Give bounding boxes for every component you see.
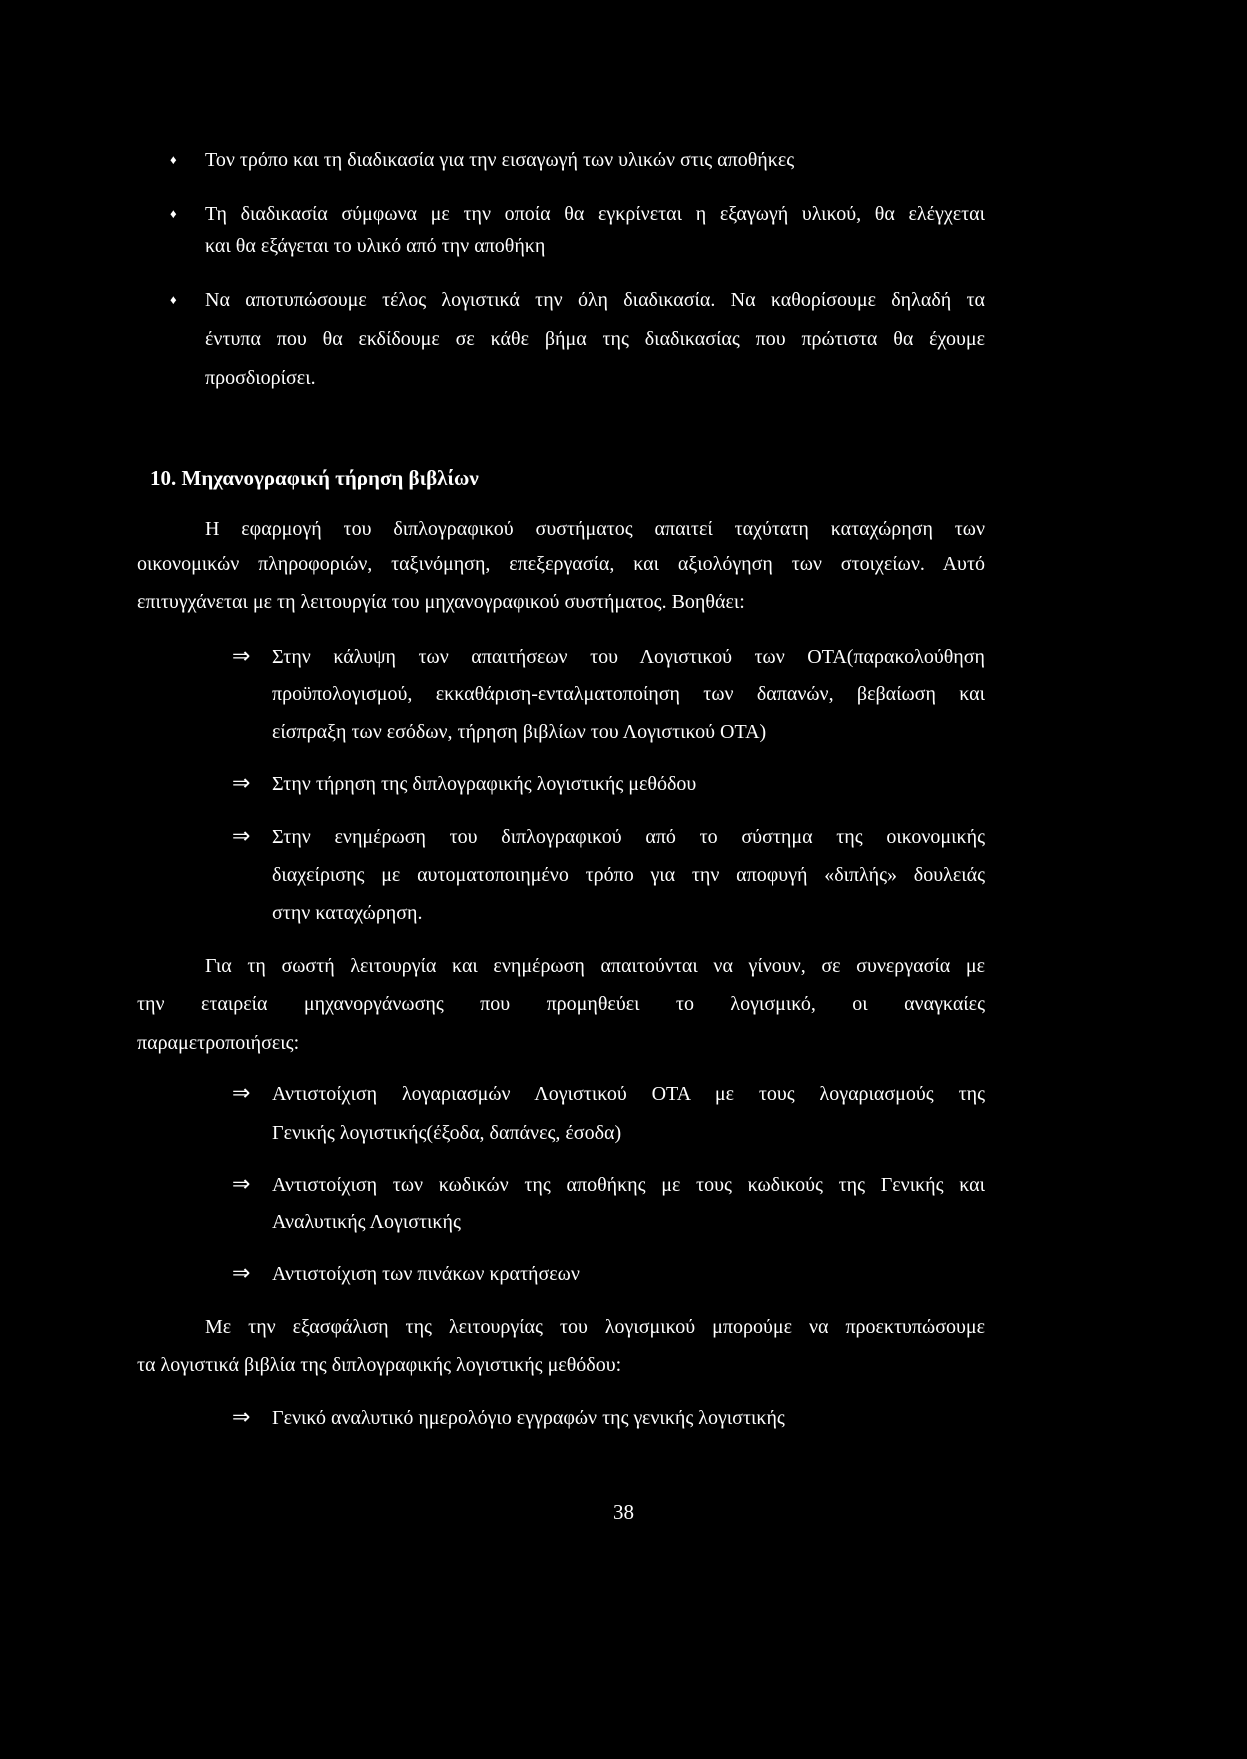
bullet-1-line-1: Τον τρόπο και τη διαδικασία για την εισαγωγή των υλικών στις αποθήκες	[205, 149, 795, 171]
arrow1-item-1-line-2: προϋπολογισμού, εκκαθάριση-ενταλματοποίηση των δαπανών, βεβαίωση και	[272, 683, 985, 705]
arrow-right-icon: ⇒	[232, 771, 251, 796]
para2-line-1: Για τη σωστή λειτουργία και ενημέρωση απαιτούνται να γίνουν, σε συνεργασία με	[205, 955, 985, 977]
arrow1-item-3-line-3: στην καταχώρηση.	[272, 902, 423, 924]
arrow-right-icon: ⇒	[232, 1405, 251, 1430]
arrow-right-icon: ⇒	[232, 824, 251, 849]
arrow1-item-2-line-1: Στην τήρηση της διπλογραφικής λογιστικής μεθόδου	[272, 773, 697, 795]
arrow2-item-2-line-1: Αντιστοίχιση των κωδικών της αποθήκης με τους κωδικούς της Γενικής και	[272, 1174, 985, 1196]
para3-line-2: τα λογιστικά βιβλία της διπλογραφικής λογιστικής μεθόδου:	[137, 1354, 622, 1376]
arrow-right-icon: ⇒	[232, 644, 251, 669]
section-number: 10.	[150, 466, 177, 490]
arrow-right-icon: ⇒	[232, 1261, 251, 1286]
arrow-right-icon: ⇒	[232, 1081, 251, 1106]
arrow2-item-1-line-2: Γενικής λογιστικής(έξοδα, δαπάνες, έσοδα)	[272, 1122, 622, 1144]
para1-line-3: επιτυγχάνεται με τη λειτουργία του μηχανογραφικού συστήματος. Βοηθάει:	[137, 591, 745, 613]
para1-line-1: Η εφαρμογή του διπλογραφικού συστήματος απαιτεί ταχύτατη καταχώρηση των	[205, 518, 985, 540]
bullet-diamond-icon: ♦	[170, 152, 177, 167]
arrow1-item-3-line-1: Στην ενημέρωση του διπλογραφικού από το σύστημα της οικονομικής	[272, 826, 985, 848]
section-title: Μηχανογραφική τήρηση βιβλίων	[181, 466, 479, 490]
bullet-3-line-3: προσδιορίσει.	[205, 367, 316, 389]
para2-line-3: παραμετροποιήσεις:	[137, 1032, 300, 1054]
bullet-3-line-1: Να αποτυπώσουμε τέλος λογιστικά την όλη διαδικασία. Να καθορίσουμε δηλαδή τα	[205, 289, 985, 311]
arrow2-item-1-line-1: Αντιστοίχιση λογαριασμών Λογιστικού ΟΤΑ με τους λογαριασμούς της	[272, 1083, 985, 1105]
page-number: 38	[613, 1500, 634, 1524]
bullet-diamond-icon: ♦	[170, 292, 177, 307]
bullet-3-line-2: έντυπα που θα εκδίδουμε σε κάθε βήμα της διαδικασίας που πρώτιστα θα έχουμε	[205, 328, 985, 350]
para1-line-2: οικονομικών πληροφοριών, ταξινόμηση, επεξεργασία, και αξιολόγηση των στοιχείων. Αυτό	[137, 553, 985, 575]
bullet-diamond-icon: ♦	[170, 206, 177, 221]
arrow1-item-1-line-3: είσπραξη των εσόδων, τήρηση βιβλίων του Λογιστικού ΟΤΑ)	[272, 721, 767, 743]
para3-line-1: Με την εξασφάλιση της λειτουργίας του λογισμικού μπορούμε να προεκτυπώσουμε	[205, 1316, 985, 1338]
bullet-2-line-1: Τη διαδικασία σύμφωνα με την οποία θα εγκρίνεται η εξαγωγή υλικού, θα ελέγχεται	[205, 203, 985, 225]
arrow3-item-1-line-1: Γενικό αναλυτικό ημερολόγιο εγγραφών της γενικής λογιστικής	[272, 1407, 785, 1429]
bullet-2-line-2: και θα εξάγεται το υλικό από την αποθήκη	[205, 235, 546, 257]
para2-line-2: την εταιρεία μηχανοργάνωσης που προμηθεύει το λογισμικό, οι αναγκαίες	[137, 993, 985, 1015]
arrow2-item-3-line-1: Αντιστοίχιση των πινάκων κρατήσεων	[272, 1263, 580, 1285]
section-heading	[150, 466, 479, 490]
arrow1-item-1-line-1: Στην κάλυψη των απαιτήσεων του Λογιστικού των ΟΤΑ(παρακολούθηση	[272, 646, 985, 668]
arrow-right-icon: ⇒	[232, 1172, 251, 1197]
arrow2-item-2-line-2: Αναλυτικής Λογιστικής	[272, 1211, 461, 1233]
arrow1-item-3-line-2: διαχείρισης με αυτοματοποιημένο τρόπο για την αποφυγή «διπλής» δουλειάς	[272, 864, 985, 886]
